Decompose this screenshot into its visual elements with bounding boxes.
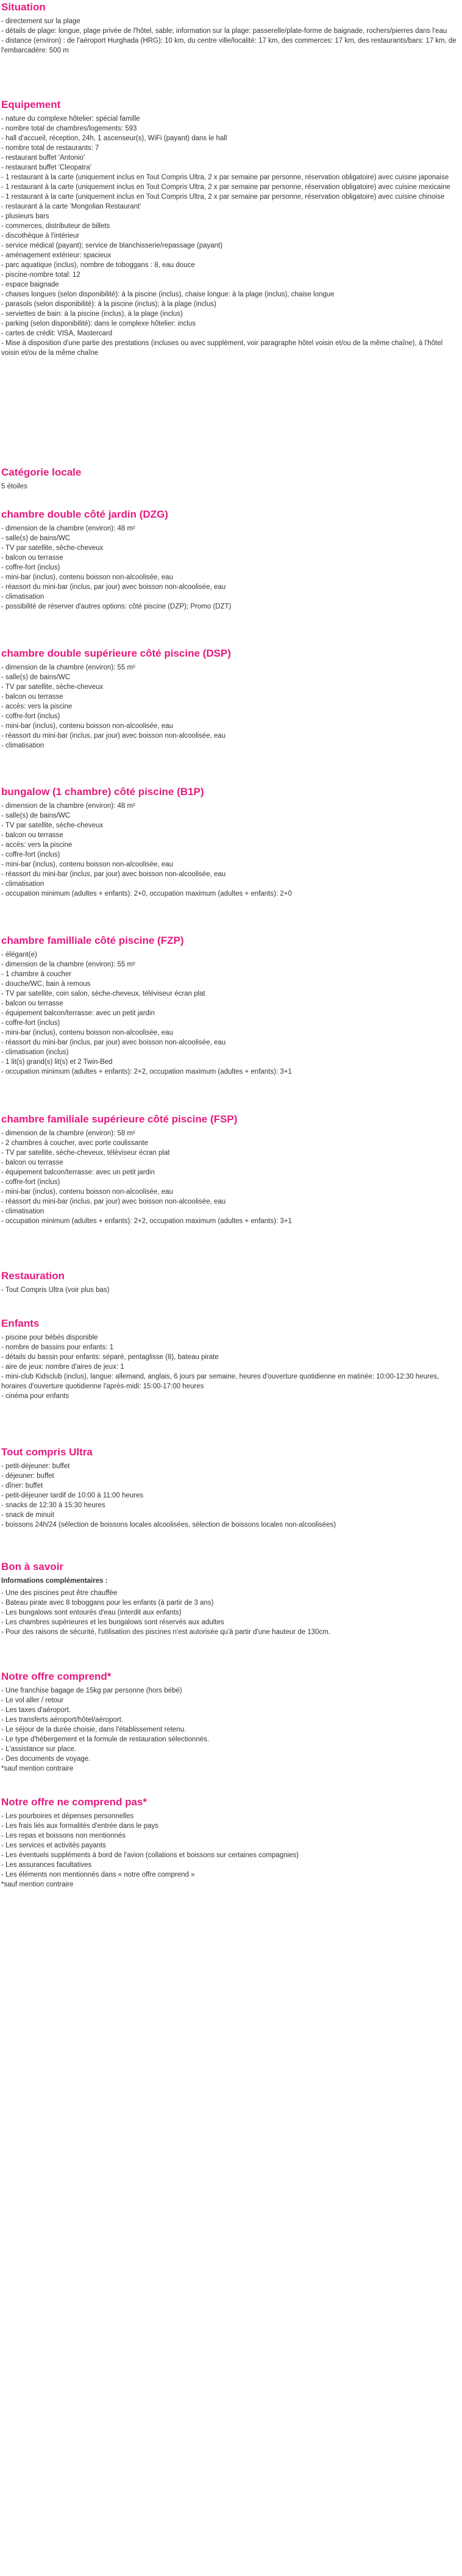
list-item: - dimension de la chambre (environ): 55 m² (1, 664, 135, 671)
section-offrecomprend (1, 1671, 460, 1774)
list-item: - équipement balcon/terrasse: avec un petit jardin (1, 1169, 155, 1176)
section-intro: Informations complémentaires : (1, 1577, 108, 1585)
section-title: chambre familliale côté piscine (FZP) (1, 935, 184, 946)
section-title: Bon à savoir (1, 1561, 64, 1572)
section-fzp (1, 935, 460, 1077)
list-item: - équipement balcon/terrasse: avec un petit jardin (1, 1010, 155, 1017)
list-item: - mini-bar (inclus), contenu boisson non-alcoolisée, eau (1, 722, 173, 730)
list-item: - Bateau pirate avec 8 toboggans pour les enfants (à partir de 3 ans) (1, 1599, 214, 1607)
list-item: - nombre de bassins pour enfants: 1 (1, 1344, 114, 1351)
list-item: - TV par satellite, sèche-cheveux (1, 544, 104, 552)
list-item: - détails du bassin pour enfants: séparé, pentaglisse (8), bateau pirate (1, 1354, 219, 1361)
section-item-list (1, 1333, 460, 1401)
list-item: - petit-déjeuner tardif de 10:00 à 11:00 heures (1, 1492, 144, 1499)
section-tcu (1, 1446, 460, 1530)
list-item: - coffre-fort (inclus) (1, 713, 60, 720)
section-bonasavoir (1, 1561, 460, 1637)
list-item: - aire de jeux: nombre d'aires de jeux: 1 (1, 1363, 124, 1371)
list-item: - TV par satellite, sèche-cheveux (1, 683, 104, 691)
list-item: - nombre total de chambres/logements: 593 (1, 125, 137, 132)
list-item: - piscine-nombre total: 12 (1, 271, 80, 279)
list-item: - coffre-fort (inclus) (1, 1019, 60, 1027)
section-item-list (1, 16, 460, 55)
section-item-list (1, 663, 460, 751)
list-item: - réassort du mini-bar (inclus, par jour) avec boisson non-alcoolisée, eau (1, 1039, 226, 1046)
list-item: - Le séjour de la durée choisie, dans l'établissement retenu. (1, 1726, 187, 1733)
list-item: - dimension de la chambre (environ): 55 m² (1, 961, 135, 968)
list-item: - parc aquatique (inclus), nombre de toboggans : 8, eau douce (1, 262, 195, 269)
section-restauration (1, 1270, 460, 1295)
list-item: - dimension de la chambre (environ): 58 m² (1, 1130, 135, 1137)
list-item: - espace baignade (1, 281, 59, 288)
list-item: - TV par satellite, sèche-cheveux, téléviseur écran plat (1, 1149, 170, 1157)
list-item: - L'assistance sur place. (1, 1746, 77, 1753)
list-item: - discothèque à l'intérieur (1, 232, 80, 240)
list-item: - Des documents de voyage. (1, 1755, 91, 1763)
list-item: - Les éventuels suppléments à bord de l'avion (collations et boissons sur certaines compagnies) (1, 1852, 299, 1859)
section-title: Catégorie locale (1, 466, 82, 478)
list-item: - balcon ou terrasse (1, 1000, 63, 1007)
list-item: - restaurant buffet 'Antonio' (1, 154, 85, 162)
list-item: - cartes de crédit: VISA, Mastercard (1, 330, 113, 337)
list-item: - Le type d'hébergement et la formule de restauration sélectionnés. (1, 1736, 210, 1743)
list-item: - 1 lit(s) grand(s) lit(s) et 2 Twin-Bed (1, 1058, 113, 1066)
list-item: - Les taxes d'aéroport. (1, 1707, 71, 1714)
list-item: - réassort du mini-bar (inclus, par jour) avec boisson non-alcoolisée, eau (1, 583, 226, 591)
section-title: Equipement (1, 99, 61, 110)
section-item-list (1, 950, 460, 1077)
list-item: - 1 chambre à coucher (1, 971, 72, 978)
section-dzg (1, 508, 460, 612)
list-item: - climatisation (1, 593, 44, 601)
section-title: chambre double côté jardin (DZG) (1, 508, 168, 520)
list-item: - TV par satellite, sèche-cheveux (1, 822, 104, 829)
section-title: bungalow (1 chambre) côté piscine (B1P) (1, 786, 204, 797)
section-item-list (1, 1686, 460, 1774)
list-item: - Les assurances facultatives (1, 1861, 92, 1869)
list-item: - Mise à disposition d'une partie des prestations (incluses ou avec supplément, voir paragraphe hôtel voisin et/ou de la même chaîne), à l'hôtel voisin et/ou de la même chaîne (1, 340, 443, 357)
list-item: - occupation minimum (adultes + enfants): 2+2, occupation maximum (adultes + enfants): 3+1 (1, 1218, 292, 1225)
list-item: - coffre-fort (inclus) (1, 564, 60, 571)
section-title: Notre offre ne comprend pas* (1, 1796, 147, 1808)
list-item: - hall d'accueil, réception, 24h, 1 ascenseur(s), WiFi (payant) dans le hall (1, 135, 227, 142)
list-item: - réassort du mini-bar (inclus, par jour) avec boisson non-alcoolisée, eau (1, 732, 226, 740)
list-item: - 1 restaurant à la carte (uniquement inclus en Tout Compris Ultra, 2 x par semaine par personne, réservation obligatoire) avec cuisine mexicaine (1, 184, 450, 191)
list-item: - salle(s) de bains/WC (1, 812, 71, 819)
section-equipement (1, 99, 460, 358)
section-item-list (1, 114, 460, 358)
section-enfants (1, 1318, 460, 1401)
section-item-list (1, 1129, 460, 1226)
list-item: - piscine pour bébés disponible (1, 1334, 98, 1341)
list-item: - Pour des raisons de sécurité, l'utilisation des piscines n'est autorisée qu'à partir d'une hauteur de 130cm. (1, 1629, 331, 1636)
list-item: - Une des piscines peut être chauffée (1, 1589, 118, 1597)
list-item: - mini-bar (inclus), contenu boisson non-alcoolisée, eau (1, 1029, 173, 1036)
list-item: - accès: vers la piscine (1, 841, 73, 849)
list-item: - salle(s) de bains/WC (1, 535, 71, 542)
section-item-list (1, 524, 460, 612)
list-item: - directement sur la plage (1, 18, 80, 25)
list-item: - occupation minimum (adultes + enfants): 2+0, occupation maximum (adultes + enfants): 2+0 (1, 890, 292, 897)
section-situation (1, 1, 460, 55)
list-item: - réassort du mini-bar (inclus, par jour) avec boisson non-alcoolisée, eau (1, 1198, 226, 1205)
list-item: - douche/WC, bain à remous (1, 980, 91, 988)
list-item: - distance (environ) : de l'aéroport Hurghada (HRG): 10 km, du centre ville/localité: 17 km, des commerces: 17 km, des restaurants/bars: 17 km, de l'embarcadère: 500 m (1, 37, 457, 54)
list-item: - dîner: buffet (1, 1482, 43, 1490)
list-item: - Les services et activités payants (1, 1842, 106, 1849)
list-item: - réassort du mini-bar (inclus, par jour) avec boisson non-alcoolisée, eau (1, 871, 226, 878)
list-item: - Les frais liés aux formalités d'entrée dans le pays (1, 1822, 158, 1830)
list-item: - snacks de 12:30 à 15:30 heures (1, 1502, 105, 1509)
list-item: - snack de minuit (1, 1511, 54, 1519)
section-item-list (1, 1811, 460, 1889)
list-item: - commerces, distributeur de billets (1, 223, 110, 230)
section-title: Tout compris Ultra (1, 1446, 93, 1458)
list-item: - petit-déjeuner: buffet (1, 1463, 70, 1470)
list-item: 5 étoiles (1, 483, 27, 490)
list-item: *sauf mention contraire (1, 1881, 74, 1888)
list-item: - Les éléments non mentionnés dans « notre offre comprend » (1, 1871, 195, 1878)
section-item-list (1, 1285, 460, 1295)
list-item: - coffre-fort (inclus) (1, 851, 60, 858)
list-item: - Les bungalows sont entourés d'eau (interdit aux enfants) (1, 1609, 182, 1616)
list-item: - climatisation (1, 880, 44, 888)
section-item-list (1, 1461, 460, 1530)
list-item: - plusieurs bars (1, 213, 49, 220)
list-item: - mini-bar (inclus), contenu boisson non-alcoolisée, eau (1, 574, 173, 581)
list-item: - nature du complexe hôtelier: spécial famille (1, 115, 140, 123)
list-item: - balcon ou terrasse (1, 554, 63, 562)
list-item: - mini-bar (inclus), contenu boisson non-alcoolisée, eau (1, 861, 173, 868)
list-item: - service médical (payant); service de blanchisserie/repassage (payant) (1, 242, 223, 249)
section-offrenecomprend (1, 1796, 460, 1889)
list-item: - Les repas et boissons non mentionnés (1, 1832, 126, 1839)
section-fsp (1, 1113, 460, 1226)
list-item: - cinéma pour enfants (1, 1393, 69, 1400)
list-item: - Le vol aller / retour (1, 1697, 64, 1704)
section-title: Enfants (1, 1318, 40, 1329)
list-item: - mini-bar (inclus), contenu boisson non-alcoolisée, eau (1, 1188, 173, 1196)
list-item: - dimension de la chambre (environ): 48 m² (1, 525, 135, 532)
list-item: - détails de plage: longue, plage privée de l'hôtel, sable; information sur la plage: passerelle/plate-forme de baignade, rochers/pierres dans l'eau (1, 27, 447, 35)
list-item: - Les chambres supérieures et les bungalows sont réservés aux adultes (1, 1619, 224, 1626)
list-item: - Une franchise bagage de 15kg par personne (hors bébé) (1, 1687, 182, 1694)
list-item: - coffre-fort (inclus) (1, 1179, 60, 1186)
list-item: - occupation minimum (adultes + enfants): 2+2, occupation maximum (adultes + enfants): 3+1 (1, 1068, 292, 1076)
list-item: - restaurant buffet 'Cleopatra' (1, 164, 92, 171)
list-item: - climatisation (1, 1208, 44, 1215)
list-item: - parking (selon disponibilité): dans le complexe hôtelier: inclus (1, 320, 196, 327)
list-item: - 1 restaurant à la carte (uniquement inclus en Tout Compris Ultra, 2 x par semaine par personne, réservation obligatoire) avec cuisine chinoise (1, 193, 445, 201)
list-item: - climatisation (inclus) (1, 1049, 69, 1056)
list-item: - accès: vers la piscine (1, 703, 73, 710)
list-item: - Les pourboires et dépenses personnelles (1, 1813, 134, 1820)
section-title: chambre familiale supérieure côté piscine (FSP) (1, 1113, 238, 1125)
list-item: - déjeuner: buffet (1, 1472, 54, 1480)
section-item-list (1, 801, 460, 899)
section-title: chambre double supérieure côté piscine (DSP) (1, 648, 231, 659)
list-item: - balcon ou terrasse (1, 1159, 63, 1166)
list-item: - 1 restaurant à la carte (uniquement inclus en Tout Compris Ultra, 2 x par semaine par personne, réservation obligatoire) avec cuisine japonaise (1, 174, 449, 181)
list-item: - TV par satellite, coin salon, sèche-cheveux, téléviseur écran plat (1, 990, 205, 997)
list-item: - restaurant à la carte 'Mongolian Restaurant' (1, 203, 141, 210)
list-item: - élégant(e) (1, 951, 37, 958)
list-item: - aménagement extérieur: spacieux (1, 252, 112, 259)
list-item: - dimension de la chambre (environ): 48 m² (1, 802, 135, 810)
section-item-list (1, 1588, 460, 1637)
list-item: - salle(s) de bains/WC (1, 674, 71, 681)
list-item: - balcon ou terrasse (1, 693, 63, 701)
section-b1p (1, 786, 460, 899)
section-item-list (1, 482, 460, 491)
list-item: - Les transferts aéroport/hôtel/aéroport. (1, 1716, 124, 1724)
list-item: - balcon ou terrasse (1, 832, 63, 839)
list-item: - climatisation (1, 742, 44, 749)
section-title: Restauration (1, 1270, 65, 1282)
list-item: - possibilité de réserver d'autres options: côté piscine (DZP); Promo (DZT) (1, 603, 232, 610)
section-title: Notre offre comprend* (1, 1671, 112, 1682)
section-categorie (1, 466, 460, 491)
list-item: - serviettes de bain: à la piscine (inclus), à la plage (inclus) (1, 310, 183, 318)
list-item: - nombre total de restaurants: 7 (1, 144, 99, 152)
list-item: - chaises longues (selon disponibilité): à la piscine (inclus), chaise longue: à la plage (inclus), chaise longue (1, 291, 335, 298)
list-item: - mini-club Kidsclub (inclus), langue: allemand, anglais, 6 jours par semaine, heures d'ouverture quotidienne en matinée: 10:00-12:30 heures, horaires d'ouverture quotidienne l'après-midi: 15:00-17:00 heures (1, 1373, 439, 1390)
list-item: *sauf mention contraire (1, 1765, 74, 1772)
section-title: Situation (1, 1, 46, 13)
list-item: - parasols (selon disponibilité): à la piscine (inclus); à la plage (inclus) (1, 301, 216, 308)
section-dsp (1, 648, 460, 751)
list-item: - Tout Compris Ultra (voir plus bas) (1, 1286, 110, 1294)
list-item: - 2 chambres à coucher, avec porte coulissante (1, 1140, 148, 1147)
list-item: - boissons 24h/24 (sélection de boissons locales alcoolisées, sélection de boissons locales non-alcoolisées) (1, 1521, 336, 1529)
